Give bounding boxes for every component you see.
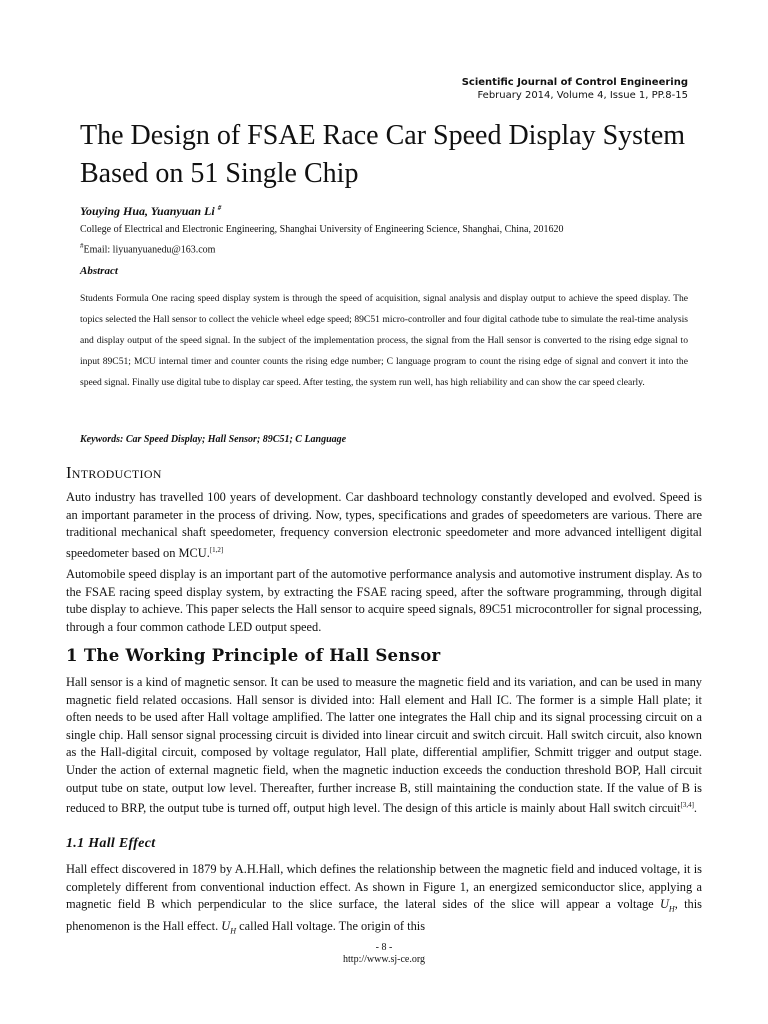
journal-header — [462, 76, 688, 102]
hall-voltage-symbol — [659, 897, 675, 914]
section-1-paragraph-end: . — [693, 801, 698, 816]
affiliation: College of Electrical and Electronic Engineering, Shanghai University of Engineering Science, Shanghai, China, 201620 — [80, 224, 564, 235]
email-line — [80, 242, 215, 255]
email: Email: liyuanyuanedu@163.com — [83, 244, 216, 256]
author-names: Youying Hua, Yuanyuan Li — [80, 204, 215, 218]
introduction-heading: Introduction — [66, 463, 162, 482]
abstract-heading: Abstract — [80, 265, 118, 277]
introduction-paragraph-2: Automobile speed display is an important part of the automotive performance analysis and automotive instrument display. As to the FSAE racing speed display system, by extracting the FSAE racing speed, after the software programming, through digital tube display to achieve. This paper selects the Hall sensor to acquire speed signals, 89C51 microcontroller for signal processing, through a four common cathode LED output speed. — [66, 567, 702, 634]
email-mark: # — [80, 242, 84, 250]
introduction-paragraph-1-text: Auto industry has travelled 100 years of development. Car dashboard technology constantly developed and evolved. Speed is an important parameter in the process of driving. Now, types, specifications and grades of speedometers are various. There are traditional mechanical shaft speedometer, frequency conversion electronic speedometer and more advanced intelligent digital speedometer based on MCU. — [66, 490, 702, 560]
section-1-paragraph — [66, 674, 702, 818]
keywords: Keywords: Car Speed Display; Hall Sensor; 89C51; C Language — [80, 434, 347, 445]
citation: [3,4] — [680, 801, 694, 810]
symbol-letter: U — [221, 919, 231, 934]
journal-issue: February 2014, Volume 4, Issue 1, PP.8-15 — [477, 90, 688, 101]
authors — [80, 204, 221, 219]
symbol-subscript: H — [230, 926, 237, 936]
footer-url[interactable]: http://www.sj-ce.org — [343, 954, 425, 965]
paper-title: The Design of FSAE Race Car Speed Display System Based on 51 Single Chip — [80, 120, 686, 189]
page-number: - 8 - — [375, 942, 393, 953]
text-a: Hall effect discovered in 1879 by A.H.Hall, which defines the relationship between the magnetic field and induced voltage, it is completely different from conventional induction effect. As shown in Figure 1, an energized semiconductor slice, applying a magnetic field B which perpendicular to the slice surface, the lateral sides of the slice will appear a voltage — [66, 862, 702, 912]
symbol-letter: U — [659, 897, 669, 912]
section-1-paragraph-text: Hall sensor is a kind of magnetic sensor. It can be used to measure the magnetic field and its variation, and can be used in many magnetic field related occasions. Hall sensor is divided into: Hall element and Hall IC. The former is a simple Hall plate; it often needs to be used after Hall voltage amplified. The latter one integrates the Hall chip and its signal processing circuit on a single chip. Hall sensor signal processing circuit is divided into linear circuit and switch circuit. Hall switch circuit, also known as the Hall-digital circuit, composed by voltage regulator, Hall plate, differential amplifier, Schmitt trigger and output stage. Under the action of external magnetic field, when the magnetic induction exceeds the conduction threshold BOP, Hall circuit output tube on state, output low level. Thereafter, further increase B, still maintaining the conduction state. If the value of B is reduced to BRP, the output tube is turned off, output high level. The design of this article is mainly about Hall switch circuit — [66, 675, 702, 816]
section-1-heading: 1 The Working Principle of Hall Sensor — [66, 646, 441, 665]
section-1-1-heading: 1.1 Hall Effect — [66, 836, 156, 851]
citation: [1,2] — [209, 545, 224, 554]
symbol-subscript: H — [668, 904, 675, 914]
introduction-paragraph-1 — [66, 489, 702, 563]
hall-voltage-symbol — [221, 919, 237, 936]
journal-name: Scientific Journal of Control Engineering — [461, 77, 688, 88]
text-b: , this phenomenon is the Hall effect. — [66, 897, 702, 934]
abstract-body: Students Formula One racing speed display system is through the speed of acquisition, signal analysis and display output to achieve the speed display. The topics selected the Hall sensor to collect the vehicle wheel edge speed; 89C51 micro-controller and four digital cathode tube to simulate the real-time analysis and display output of the speed signal. In the subject of the implementation process, the signal from the Hall sensor is converted to the rising edge signal to input 89C51; MCU internal timer and counter counts the rising edge number; C language program to count the rising edge of signal and convert it into the speed signal. Finally use digital tube to display car speed. After testing, the system run well, has high reliability and can show the car speed clearly. — [80, 293, 688, 388]
author-mark: # — [217, 204, 222, 212]
section-1-1-paragraph — [66, 861, 702, 940]
text-c: called Hall voltage. The origin of this — [236, 919, 426, 934]
